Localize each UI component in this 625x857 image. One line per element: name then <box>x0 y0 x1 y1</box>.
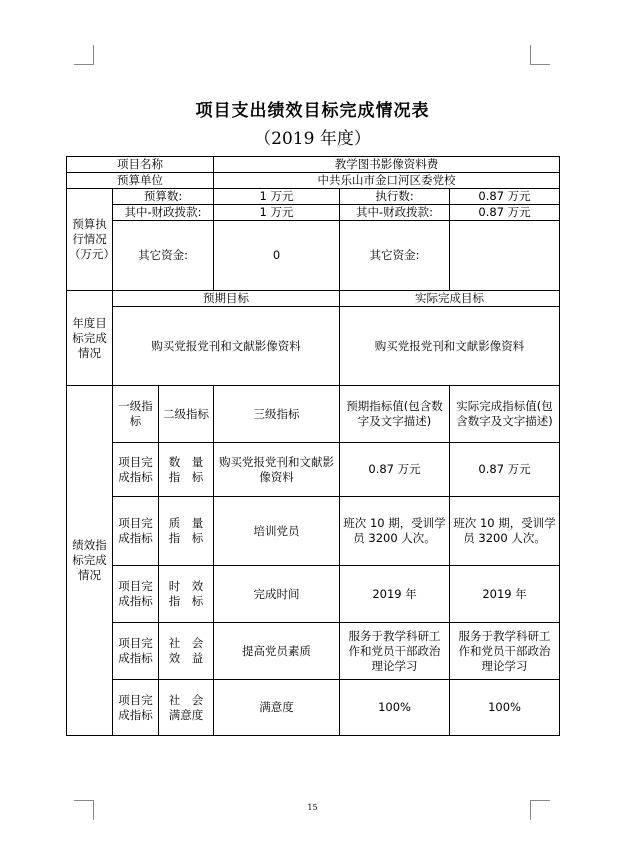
level2-cell: 社 会 满意度 <box>159 680 214 736</box>
actual-goal-header: 实际完成目标 <box>340 291 560 307</box>
expected-value-header: 预期指标值(包含数字及文字描述) <box>340 386 450 443</box>
table-row <box>67 566 560 623</box>
level2-header: 二级指标 <box>159 386 214 443</box>
table-row <box>67 623 560 680</box>
table-row <box>67 497 560 566</box>
level1-cell: 项目完成指标 <box>113 497 159 566</box>
level2-cell: 数 量 指 标 <box>159 443 214 497</box>
level2-cell: 质 量 指 标 <box>159 497 214 566</box>
level3-cell: 完成时间 <box>214 566 340 623</box>
actual-goal-value: 购买党报党刊和文献影像资料 <box>340 307 560 386</box>
performance-group-label: 绩效指标完成情况 <box>67 386 113 736</box>
expected-value-cell: 2019 年 <box>340 566 450 623</box>
actual-value-cell: 0.87 万元 <box>450 443 560 497</box>
other-funds-executed-label: 其它资金: <box>340 221 450 291</box>
executed-amount-label: 执行数: <box>340 189 450 205</box>
level1-cell: 项目完成指标 <box>113 680 159 736</box>
level3-cell: 提高党员素质 <box>214 623 340 680</box>
budget-unit-label: 预算单位 <box>67 173 214 189</box>
expected-value-cell: 班次 10 期，受训学员 3200 人次。 <box>340 497 450 566</box>
level3-cell: 满意度 <box>214 680 340 736</box>
fiscal-allocation-label: 其中-财政拨款: <box>113 205 214 221</box>
project-name-value: 教学图书影像资料费 <box>214 157 560 173</box>
actual-value-header: 实际完成指标值(包含数字及文字描述) <box>450 386 560 443</box>
expected-goal-value: 购买党报党刊和文献影像资料 <box>113 307 340 386</box>
expected-value-cell: 0.87 万元 <box>340 443 450 497</box>
actual-value-cell: 2019 年 <box>450 566 560 623</box>
level3-header: 三级指标 <box>214 386 340 443</box>
level2-cell: 社 会 效 益 <box>159 623 214 680</box>
budget-amount-label: 预算数: <box>113 189 214 205</box>
table-row <box>67 443 560 497</box>
fiscal-year: （2019 年度） <box>254 129 371 149</box>
actual-value-cell: 服务于教学科研工作和党员干部政治理论学习 <box>450 623 560 680</box>
expected-goal-header: 预期目标 <box>113 291 340 307</box>
budget-unit-value: 中共乐山市金口河区委党校 <box>214 173 560 189</box>
budget-execution-group-label: 预算执行情况（万元） <box>67 189 113 291</box>
level1-cell: 项目完成指标 <box>113 566 159 623</box>
performance-table <box>66 156 560 736</box>
other-funds-value: 0 <box>214 221 340 291</box>
other-funds-executed-value <box>450 221 560 291</box>
fiscal-allocation-value: 1 万元 <box>214 205 340 221</box>
project-name-label: 项目名称 <box>67 157 214 173</box>
level2-cell: 时 效 指 标 <box>159 566 214 623</box>
level3-cell: 购买党报党刊和文献影像资料 <box>214 443 340 497</box>
executed-amount-value: 0.87 万元 <box>450 189 560 205</box>
actual-value-cell: 100% <box>450 680 560 736</box>
fiscal-executed-value: 0.87 万元 <box>450 205 560 221</box>
page-number: 15 <box>307 803 318 812</box>
page-title: 项目支出绩效目标完成情况表 <box>195 101 430 121</box>
level3-cell: 培训党员 <box>214 497 340 566</box>
annual-goal-group-label: 年度目标完成情况 <box>67 291 113 386</box>
expected-value-cell: 服务于教学科研工作和党员干部政治理论学习 <box>340 623 450 680</box>
other-funds-label: 其它资金: <box>113 221 214 291</box>
actual-value-cell: 班次 10 期，受训学员 3200 人次。 <box>450 497 560 566</box>
budget-amount-value: 1 万元 <box>214 189 340 205</box>
level1-cell: 项目完成指标 <box>113 623 159 680</box>
level1-header: 一级指标 <box>113 386 159 443</box>
fiscal-executed-label: 其中-财政拨款: <box>340 205 450 221</box>
expected-value-cell: 100% <box>340 680 450 736</box>
table-row <box>67 680 560 736</box>
level1-cell: 项目完成指标 <box>113 443 159 497</box>
